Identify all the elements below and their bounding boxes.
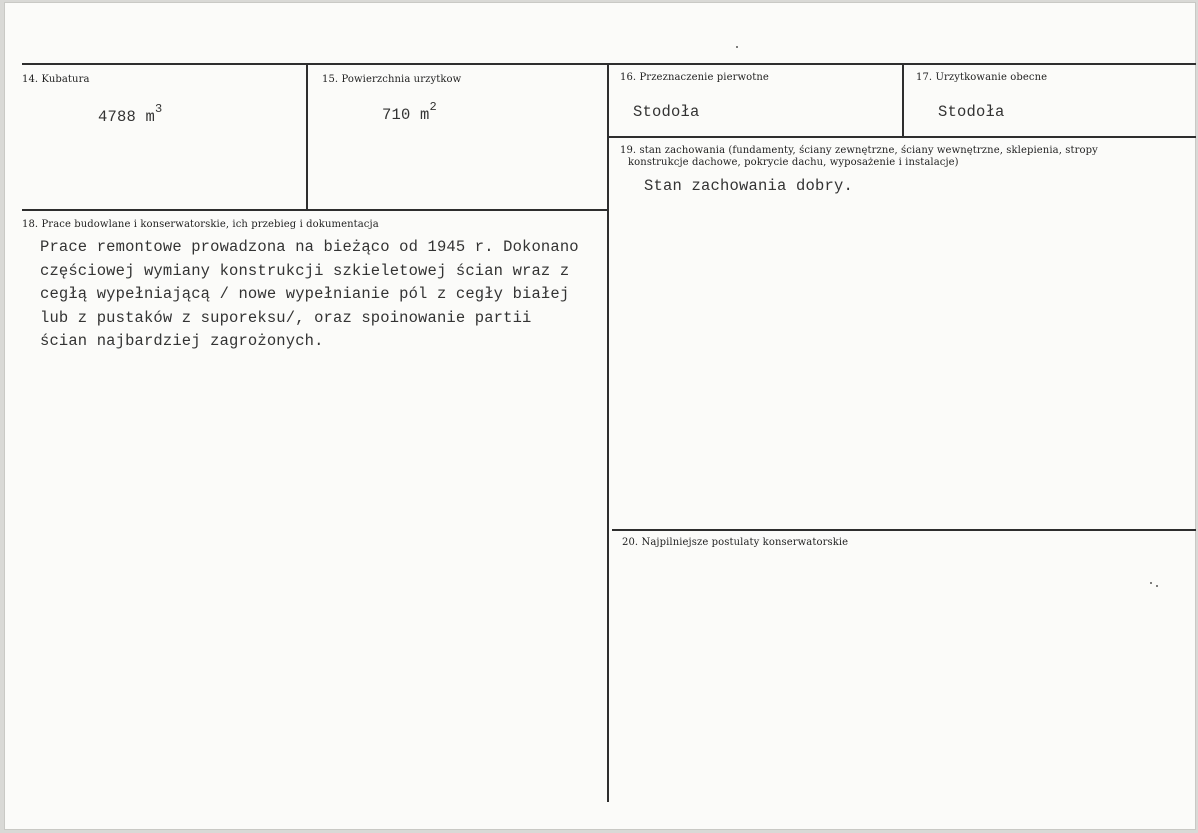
area-unit-exponent: 2 bbox=[429, 100, 437, 114]
field-14-label: 14. Kubatura bbox=[22, 74, 90, 85]
field-16-label: 16. Przeznaczenie pierwotne bbox=[620, 72, 769, 83]
field-18-line-1: Prace remontowe prowadzona na bieżąco od 1945 r. Dokonano bbox=[40, 238, 579, 256]
rule-right-lower bbox=[612, 529, 1196, 531]
paper-speck bbox=[1156, 585, 1158, 587]
field-19-label-line-1: 19. stan zachowania (fundamenty, ściany zewnętrzne, ściany wewnętrzne, sklepienia, stropy bbox=[620, 145, 1098, 156]
field-14-value bbox=[98, 102, 163, 127]
rule-left-middle bbox=[22, 209, 609, 211]
field-17-label: 17. Urzytkowanie obecne bbox=[916, 72, 1048, 83]
paper-speck bbox=[736, 46, 738, 48]
field-19-value: Stan zachowania dobry. bbox=[644, 177, 854, 195]
field-17-value: Stodoła bbox=[938, 103, 1005, 121]
volume-value: 4788 m bbox=[98, 108, 156, 127]
field-18-line-2: częściowej wymiany konstrukcji szkieletowej ścian wraz z bbox=[40, 261, 570, 280]
field-19-label-line-2: konstrukcje dachowe, pokrycie dachu, wyposażenie i instalacje) bbox=[628, 157, 959, 168]
field-18-label: 18. Prace budowlane i konserwatorskie, ich przebieg i dokumentacja bbox=[22, 219, 379, 230]
divider-16-17 bbox=[902, 64, 904, 137]
field-15-value bbox=[382, 100, 437, 125]
field-20-label: 20. Najpilniejsze postulaty konserwatorskie bbox=[622, 537, 849, 548]
top-rule bbox=[22, 63, 1196, 65]
field-18-line-5: ścian najbardziej zagrożonych. bbox=[40, 332, 324, 350]
paper-speck bbox=[1150, 582, 1152, 584]
field-18-line-4: lub z pustaków z suporeksu/, oraz spoinowanie partii bbox=[40, 308, 532, 327]
field-18-text bbox=[40, 236, 579, 354]
field-15-label: 15. Powierzchnia urzytkow bbox=[322, 74, 462, 85]
divider-14-15 bbox=[306, 64, 308, 210]
field-16-value: Stodoła bbox=[633, 103, 700, 121]
field-18-line-3: cegłą wypełniającą / nowe wypełnianie pól z cegły białej bbox=[40, 285, 570, 303]
divider-center bbox=[607, 64, 609, 802]
area-value: 710 m bbox=[382, 106, 430, 125]
volume-unit-exponent: 3 bbox=[155, 102, 163, 116]
record-card bbox=[4, 2, 1196, 830]
